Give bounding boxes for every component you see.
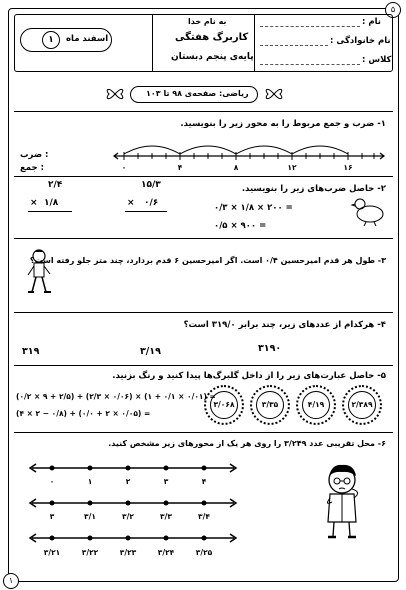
class-field[interactable] <box>260 64 360 65</box>
q1-text: ۱- ضرب و جمع مربوط را به محور زیر را بنویسید. <box>180 119 386 129</box>
q6-line3-label: ۳/۲۵ <box>195 548 213 557</box>
q3-text: ۳- طول هر قدم امیرحسین ۰/۴ است. اگر امیرحسین ۶ قدم بردارد، چند متر جلو رفته است؟ <box>29 256 386 265</box>
header-divider-right <box>254 14 255 72</box>
butterfly-left-icon <box>105 84 125 104</box>
flower-answer[interactable] <box>296 385 336 425</box>
q6-line1-label: ۱ <box>87 477 93 486</box>
q6-number-line-3 <box>28 532 238 544</box>
q6-number-line-2 <box>28 497 238 509</box>
separator-6 <box>14 432 393 433</box>
header-divider-left <box>152 14 153 72</box>
flower-answer-value: ۲/۳۸۹ <box>348 391 376 419</box>
q2-vertical-top: ۲/۴ <box>48 180 63 190</box>
walking-boy-icon <box>24 248 54 298</box>
subject-banner-text: ریاضی: صفحه‌ی ۹۸ تا ۱۰۳ <box>146 89 249 98</box>
q2-inline-expr: = ۹۰۰ × ۰/۵ <box>214 221 267 231</box>
q4-number: ۳/۱۹ <box>140 346 161 357</box>
flower-answer-value: ۳/۳۵ <box>256 391 284 419</box>
butterfly-right-icon <box>264 84 284 104</box>
q6-line1-label: ۴ <box>201 477 207 486</box>
flower-answer[interactable] <box>342 385 382 425</box>
q2-vertical-bottom: ۱/۸ <box>44 198 59 208</box>
page-footer-number: ۱ <box>3 573 19 589</box>
sheet-number-badge: ۱ <box>42 31 60 49</box>
flower-answer-value: ۳/۰۶۸ <box>210 391 238 419</box>
q6-line3-label: ۳/۲۳ <box>119 548 137 557</box>
q1-tick-label: ۴ <box>177 163 183 172</box>
q4-number: ۳۱۹ <box>22 346 40 357</box>
flower-answer[interactable] <box>204 385 244 425</box>
q6-line2-label: ۳/۴ <box>198 512 210 521</box>
q1-add-label: : جمع <box>20 163 44 173</box>
name-label: نام : <box>362 17 381 27</box>
duck-icon <box>352 196 386 226</box>
flower-answer-value: ۴/۱۹ <box>302 391 330 419</box>
q4-number: ۳۱۹۰ <box>258 343 282 354</box>
worksheet-title: کاربرگ هفتگی <box>175 32 249 43</box>
separator-3 <box>14 238 393 239</box>
family-field[interactable] <box>260 45 328 46</box>
q5-expression-1: = (۰/۰۱ × ۰/۱ + ۱) × (۰/۰۶ × ۲/۳) + (۲/۵ + ۹ × ۰/۲) <box>16 392 216 401</box>
q1-tick-label: ۱۶ <box>343 163 353 172</box>
month-label: اسفند ماه <box>66 34 109 44</box>
q1-mult-label: : ضرب <box>20 150 49 160</box>
separator-4 <box>14 312 393 313</box>
q2-vertical-op: × <box>30 198 38 208</box>
q2-vertical-line <box>28 211 72 212</box>
q5-expression-2: = (۰/۰۵ × ۲ + ۰/۰) + (۰/۸ − ۲ × ۴) <box>16 409 151 418</box>
q6-text: ۶- محل تقریبی عدد ۳/۲۴۹ را روی هر یک از محورهای زیر مشخص کنید. <box>108 439 386 448</box>
q2-inline-expr: = ۲۰۰ × ۱/۸ × ۰/۳ <box>214 203 293 213</box>
q4-text: ۴- هرکدام از عددهای زیر، چند برابر ۳۱۹/۰ است؟ <box>183 320 386 330</box>
q6-line1-label: ۳ <box>163 477 169 486</box>
q6-line3-label: ۳/۲۴ <box>157 548 175 557</box>
q6-line1-label: ۰ <box>49 477 55 486</box>
family-label: نام خانوادگی : <box>330 36 391 46</box>
q1-tick-label: ۸ <box>233 163 239 172</box>
q1-tick-label: ۰ <box>121 163 127 172</box>
q6-line2-label: ۳/۳ <box>160 512 172 521</box>
q1-tick-label: ۱۲ <box>287 163 297 172</box>
separator-2 <box>14 176 393 177</box>
class-label: کلاس : <box>362 55 392 65</box>
q6-line3-label: ۳/۲۱ <box>43 548 61 557</box>
grade-label: پایه‌ی پنجم دبستان <box>171 52 254 62</box>
q2-text: ۲- حاصل ضرب‌های زیر را بنویسید. <box>241 184 386 194</box>
q6-line2-label: ۳/۱ <box>84 512 96 521</box>
separator-1 <box>14 111 393 112</box>
q6-line3-label: ۳/۲۲ <box>81 548 99 557</box>
q6-line2-label: ۳ <box>49 512 55 521</box>
q5-text: ۵- حاصل عبارت‌های زیر را از داخل گلبرگ‌ها پیدا کنید و رنگ بزنید. <box>112 371 386 381</box>
name-field[interactable] <box>260 26 360 27</box>
q2-vertical-top: ۱۵/۳ <box>141 180 161 190</box>
q6-line2-label: ۳/۲ <box>122 512 134 521</box>
q2-vertical-op: × <box>127 198 135 208</box>
q6-line1-label: ۲ <box>125 477 131 486</box>
q2-vertical-line <box>125 211 167 212</box>
flower-answer[interactable] <box>250 385 290 425</box>
q6-number-line-1 <box>28 462 238 474</box>
page-corner-number: ۵ <box>385 2 401 18</box>
bismillah: به نام خدا <box>188 17 227 26</box>
q2-vertical-bottom: ۰/۶ <box>144 198 159 208</box>
separator-5 <box>14 365 393 366</box>
thinking-boy-icon <box>318 462 368 542</box>
